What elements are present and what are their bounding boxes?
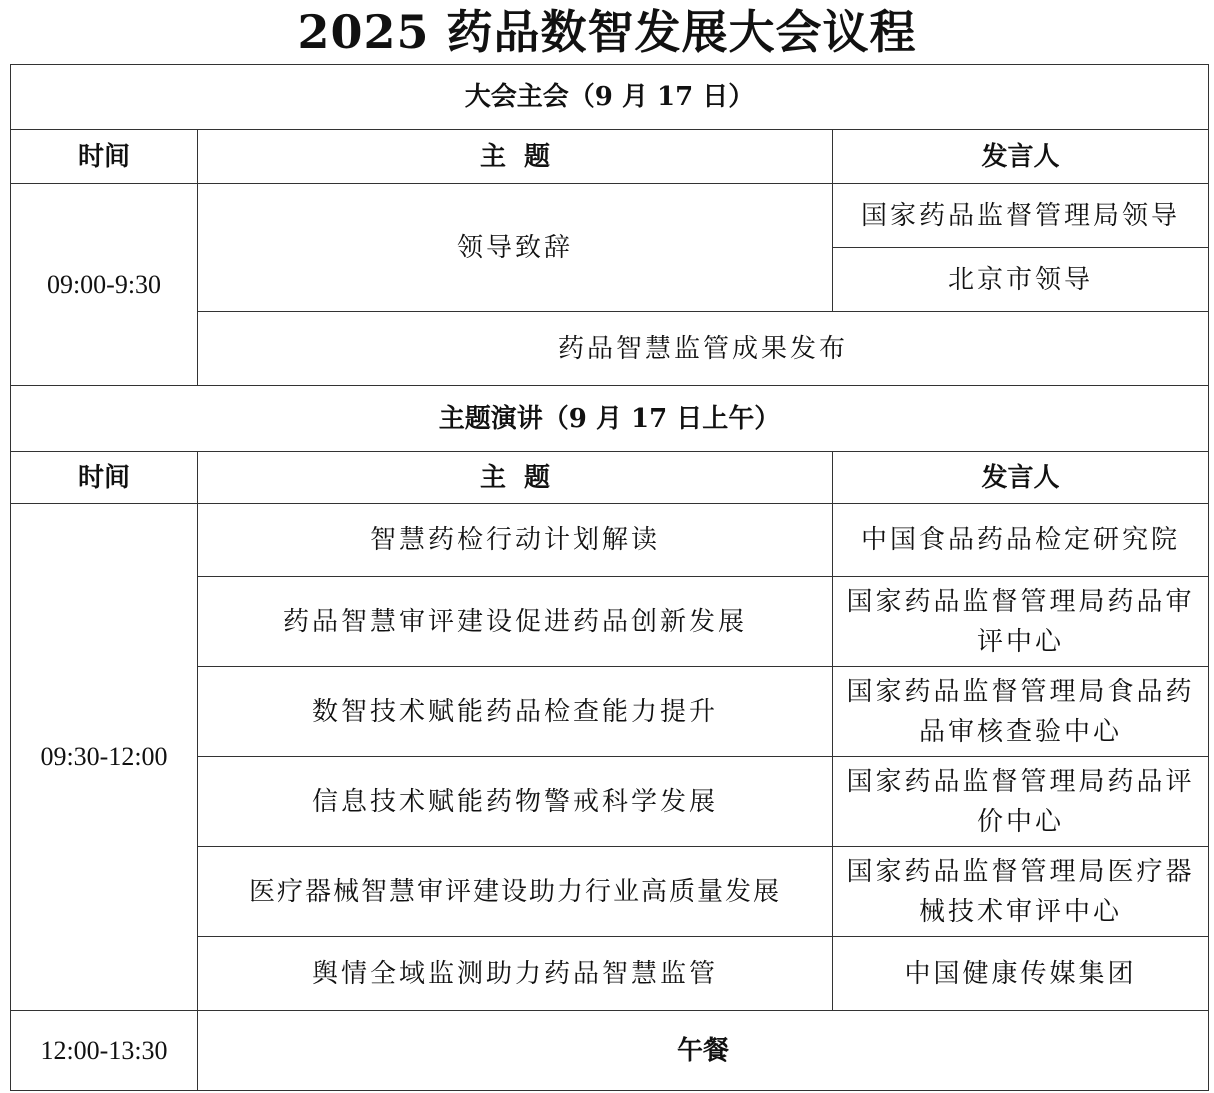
speaker-cell: 国家药品监督管理局领导	[833, 184, 1209, 248]
column-header-time: 时间	[11, 130, 198, 184]
column-header-topic: 主 题	[198, 452, 833, 504]
topic-cell: 智慧药检行动计划解读	[198, 504, 833, 577]
topic-cell: 药品智慧审评建设促进药品创新发展	[198, 577, 833, 667]
speaker-cell: 国家药品监督管理局药品审评中心	[833, 577, 1209, 667]
speaker-cell: 国家药品监督管理局食品药品审核查验中心	[833, 667, 1209, 757]
column-header-row	[11, 452, 1209, 504]
column-header-speaker: 发言人	[833, 452, 1209, 504]
section-heading-main-meeting: 大会主会（9 月 17 日）	[11, 65, 1209, 130]
table-row-lunch	[11, 1011, 1209, 1091]
lunch-label: 午餐	[198, 1011, 1209, 1091]
column-header-speaker: 发言人	[833, 130, 1209, 184]
agenda-table	[10, 64, 1209, 1091]
topic-cell: 领导致辞	[198, 184, 833, 312]
speaker-cell: 国家药品监督管理局药品评价中心	[833, 757, 1209, 847]
column-header-topic: 主 题	[198, 130, 833, 184]
section-heading-row	[11, 65, 1209, 130]
table-row	[11, 504, 1209, 577]
speaker-cell: 国家药品监督管理局医疗器械技术审评中心	[833, 847, 1209, 937]
speaker-cell: 北京市领导	[833, 248, 1209, 312]
topic-cell: 舆情全域监测助力药品智慧监管	[198, 937, 833, 1011]
topic-cell-wide: 药品智慧监管成果发布	[198, 312, 1209, 386]
section-heading-keynotes: 主题演讲（9 月 17 日上午）	[11, 386, 1209, 452]
table-row	[11, 184, 1209, 248]
section-heading-row	[11, 386, 1209, 452]
time-cell: 12:00-13:30	[11, 1011, 198, 1091]
topic-cell: 数智技术赋能药品检查能力提升	[198, 667, 833, 757]
column-header-time: 时间	[11, 452, 198, 504]
speaker-cell: 中国健康传媒集团	[833, 937, 1209, 1011]
page-title: 2025 药品数智发展大会议程	[297, 5, 917, 59]
topic-cell: 医疗器械智慧审评建设助力行业高质量发展	[198, 847, 833, 937]
column-header-row	[11, 130, 1209, 184]
topic-cell: 信息技术赋能药物警戒科学发展	[198, 757, 833, 847]
time-cell: 09:00-9:30	[11, 184, 198, 386]
speaker-cell: 中国食品药品检定研究院	[833, 504, 1209, 577]
time-cell: 09:30-12:00	[11, 504, 198, 1011]
